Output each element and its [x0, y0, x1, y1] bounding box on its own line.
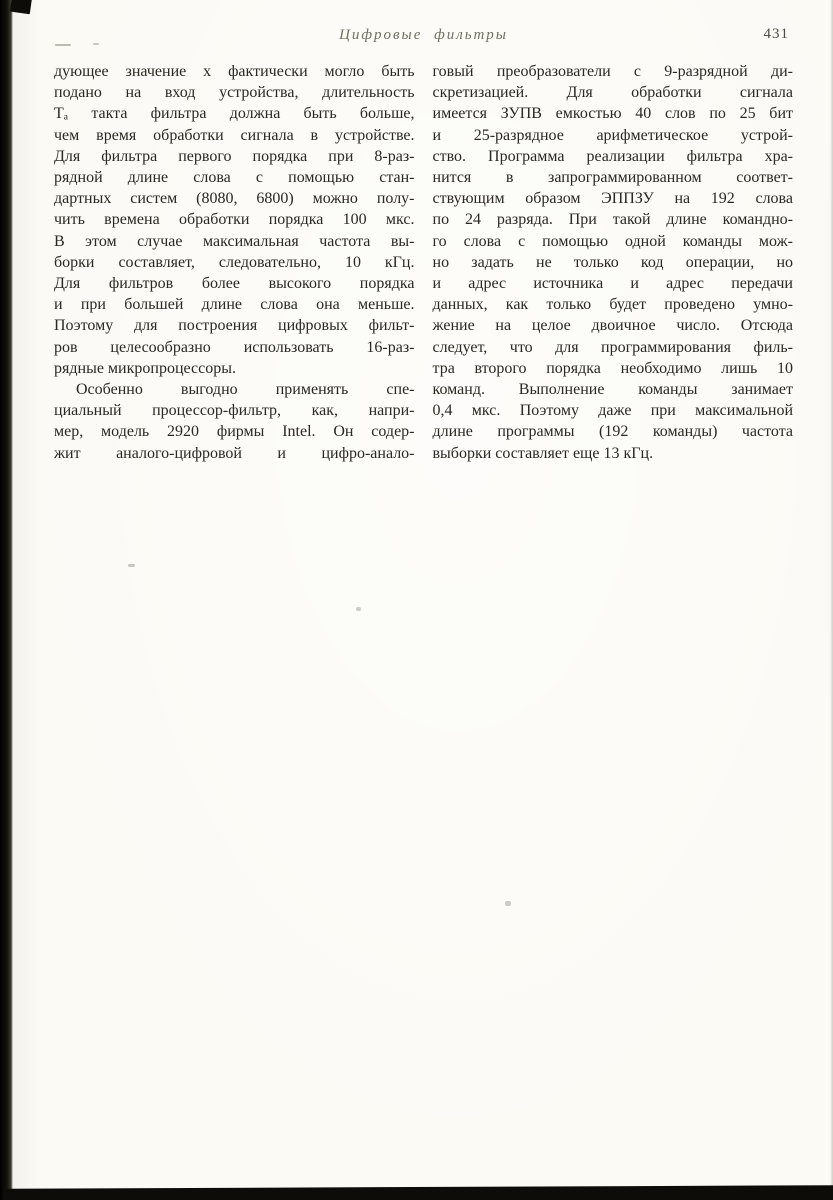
text-line: 0,4 мкс. Поэтому даже при максимальной: [432, 402, 793, 420]
text-line: длине программы (192 команды) частота: [432, 423, 793, 441]
text-line: чем время обработки сигнала в устройстве.: [54, 126, 415, 144]
text-line: по 24 разряда. При такой длине командно-: [432, 211, 793, 229]
text-line: циальный процессор-фильтр, как, напри-: [54, 402, 415, 420]
text-line: мер, модель 2920 фирмы Intel. Он содер-: [54, 423, 415, 441]
text-columns: [54, 61, 793, 464]
text-line: го слова с помощью одной команды мож-: [432, 232, 793, 250]
scan-speckle: [356, 607, 361, 611]
scan-speckle: [93, 43, 99, 45]
scan-speckle: [128, 564, 135, 567]
text-line: жит аналого-цифровой и цифро-анало-: [54, 444, 415, 462]
text-line: дующее значение x фактически могло быть: [54, 63, 415, 80]
text-line: борки составляет, следовательно, 10 кГц.: [54, 253, 415, 271]
text-line: ров целесообразно использовать 16-раз-: [54, 338, 415, 356]
scan-speckle: [55, 44, 71, 46]
text-line: Для фильтров более высокого порядка: [54, 275, 415, 293]
text-line: В этом случае максимальная частота вы-: [54, 232, 415, 250]
text-line: следует, что для программирования филь-: [432, 338, 793, 356]
page-number: 431: [763, 26, 789, 42]
text-line: рядной длине слова с помощью стан-: [54, 169, 415, 187]
running-head-title: Цифровые фильтры: [339, 27, 508, 43]
text-line: Для фильтра первого порядка при 8-раз-: [54, 147, 415, 165]
paragraph: [433, 61, 794, 464]
scan-edge-left: [0, 0, 13, 1200]
text-line: нится в запрограммированном соответ-: [432, 169, 793, 187]
column-left: [54, 61, 415, 464]
text-line: подано на вход устройства, длительность: [54, 84, 415, 102]
text-line: скретизацией. Для обработки сигнала: [432, 84, 793, 102]
text-line: ство. Программа реализации фильтра хра-: [432, 147, 793, 165]
text-line: рядные микропроцессоры.: [54, 359, 236, 377]
text-line: данных, как только будет проведено умно-: [432, 296, 793, 314]
text-line: команд. Выполнение команды занимает: [432, 381, 793, 399]
text-line: чить времена обработки порядка 100 мкс.: [54, 211, 415, 229]
scan-edge-bottom: [5, 1185, 833, 1200]
text-line: имеется ЗУПВ емкостью 40 слов по 25 бит: [432, 105, 793, 123]
text-line: ствующим образом ЭППЗУ на 192 слова: [432, 190, 793, 208]
paragraph: [54, 61, 415, 379]
text-line: и при большей длине слова она меньше.: [54, 296, 415, 314]
text-line: тра второго порядка необходимо лишь 10: [432, 359, 793, 377]
text-line: жение на целое двоичное число. Отсюда: [432, 317, 793, 335]
scan-speckle: [505, 901, 511, 906]
text-line: Поэтому для построения цифровых фильт-: [54, 317, 415, 335]
text-line: Особенно выгодно применять спе-: [76, 381, 415, 399]
paragraph: [54, 379, 415, 464]
text-line: говый преобразователи с 9-разрядной ди-: [432, 63, 793, 80]
text-line: выборки составляет еще 13 кГц.: [432, 444, 654, 462]
text-line: но задать не только код операции, но: [432, 253, 793, 271]
text-line: Tₐ такта фильтра должна быть больше,: [54, 105, 415, 123]
text-line: и 25-разрядное арифметическое устрой-: [432, 126, 793, 144]
text-line: и адрес источника и адрес передачи: [432, 275, 793, 293]
running-head: [54, 24, 793, 58]
text-line: дартных систем (8080, 6800) можно полу-: [54, 190, 415, 208]
column-right: [433, 61, 794, 464]
